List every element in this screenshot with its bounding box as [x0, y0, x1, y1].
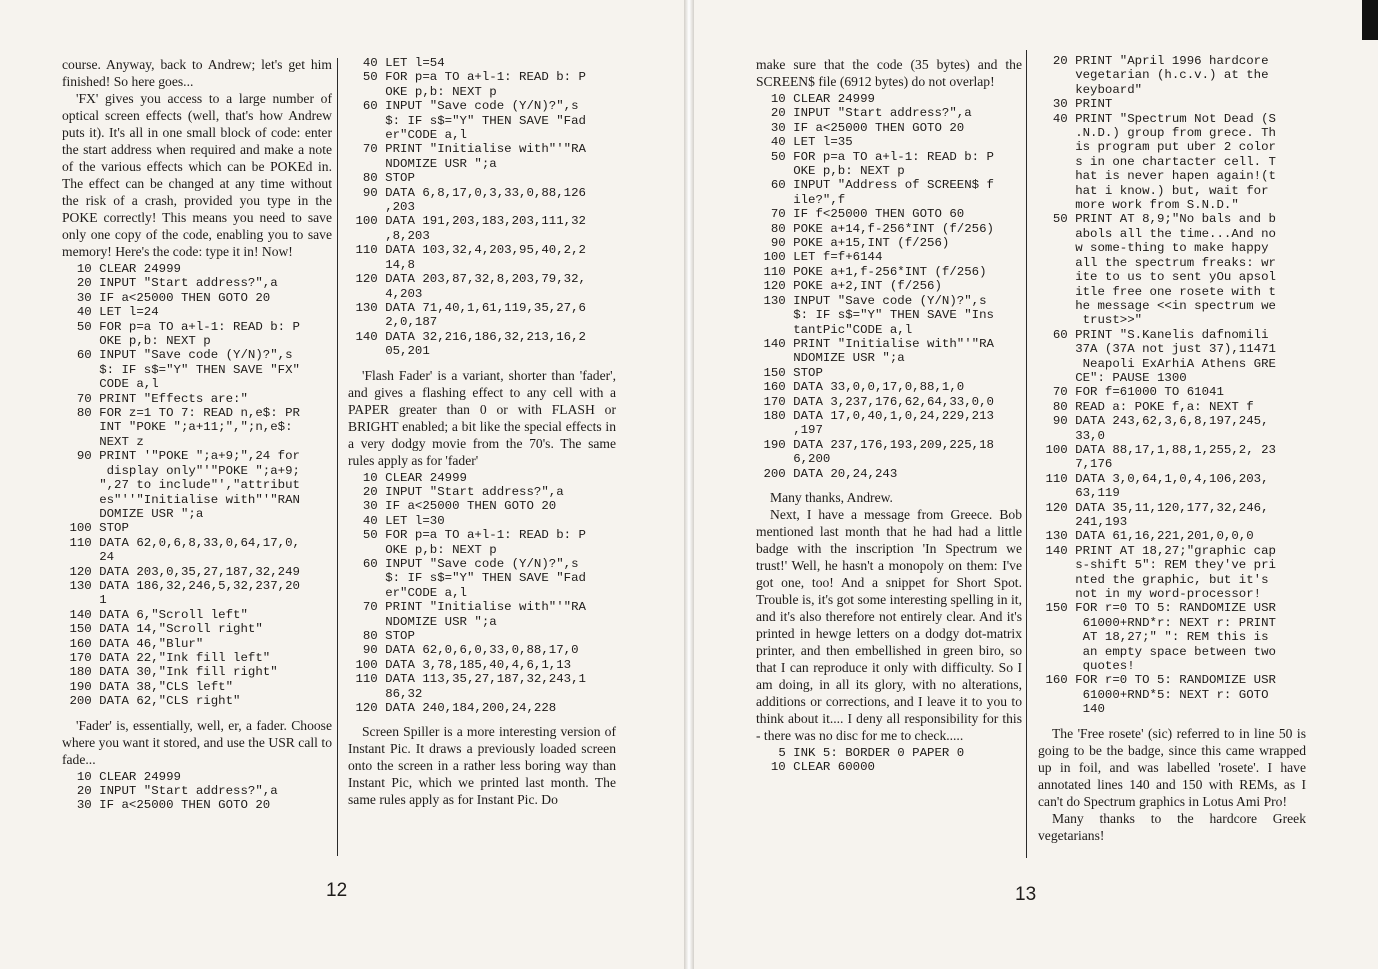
left-page-column-1 [62, 56, 332, 821]
paragraph: make sure that the code (35 bytes) and the SCREEN$ file (6912 bytes) do not overlap! [756, 57, 1022, 89]
scan-corner-mark [1362, 0, 1378, 40]
right-page [694, 0, 1378, 969]
left-page-column-2 [348, 56, 616, 808]
paragraph: course. Anyway, back to Andrew; let's get him finished! So here goes... [62, 57, 332, 89]
paragraph: Screen Spiller is a more interesting version of Instant Pic. It draws a previously loaded screen onto the screen in a rather less boring way than Instant Pic, which we printed last month. The same rules apply as for Instant Pic. Do [348, 724, 616, 808]
code-listing: 10 CLEAR 24999 20 INPUT "Start address?",a 30 IF a<25000 THEN GOTO 20 40 LET l=35 50 FOR p=a TO a+l-1: READ b: P OKE p,b: NEXT p 60 INPUT "Address of SCREEN$ f ile?",f 70 IF f<25000 THEN GOTO 60 80 POKE a+14,f-256*INT (f/256) 90 POKE a+15,INT (f/256) 100 LET f=f+6144 110 POKE a+1,f-256*INT (f/256) 120 POKE a+2,INT (f/256) 130 INPUT "Save code (Y/N)?",s $: IF s$="Y" THEN SAVE "Ins tantPic"CODE a,l 140 PRINT "Initialise with"'"RA NDOMIZE USR ";a 150 STOP 160 DATA 33,0,0,17,0,88,1,0 170 DATA 3,237,176,62,64,33,0,0 180 DATA 17,0,40,1,0,24,229,213 ,197 190 DATA 237,176,193,209,225,18 6,200 200 DATA 20,24,243 [763, 92, 994, 481]
left-page [0, 0, 684, 969]
paragraph: Next, I have a message from Greece. Bob mentioned last month that he had had a little badge with the inscription 'In Spectrum we trust!' Well, he hasn't a monopoly on them: I've got one, too! And a snippet for Short Spot. Trouble is, it's got some interesting spelling in it, and it's also therefore not entirely clear. And it's printed in hewge letters on a dodgy dot-matrix printer, and then embellished in green biro, so that I can reproduce it only with difficulty. So I am doing, in all its glory, with no alterations, additions or corrections, and I leave it to you to think about it.... I deny all responsibility for this - there was no disc for me to check..... [756, 506, 1022, 743]
paragraph: 'Flash Fader' is a variant, shorter than 'fader', and gives a flashing effect to any cell with a PAPER greater than 0 or with FLASH or BRIGHT enabled; a bit like the special effects in a very dodgy movie from the 70's. The same rules apply as for 'fader' [348, 367, 616, 468]
code-listing: 40 LET l=54 50 FOR p=a TO a+l-1: READ b: P OKE p,b: NEXT p 60 INPUT "Save code (Y/N)?",s $: IF s$="Y" THEN SAVE "Fad er"CODE a,l 70 PRINT "Initialise with"'"RA NDOMIZE USR ";a 80 STOP 90 DATA 6,8,17,0,3,33,0,88,126 ,203 100 DATA 191,203,183,203,111,32 ,8,203 110 DATA 103,32,4,203,95,40,2,2 14,8 120 DATA 203,87,32,8,203,79,32, 4,203 130 DATA 71,40,1,61,119,35,27,6 2,0,187 140 DATA 32,216,186,32,213,16,2 05,201 [355, 56, 586, 359]
code-listing: 10 CLEAR 24999 20 INPUT "Start address?",a 30 IF a<25000 THEN GOTO 20 [76, 769, 278, 813]
page-number: 13 [1015, 884, 1037, 905]
right-page-column-1 [756, 56, 1022, 783]
code-listing: 10 CLEAR 24999 20 INPUT "Start address?",a 30 IF a<25000 THEN GOTO 20 40 LET l=30 50 FOR p=a TO a+l-1: READ b: P OKE p,b: NEXT p 60 INPUT "Save code (Y/N)?",s $: IF s$="Y" THEN SAVE "Fad er"CODE a,l 70 PRINT "Initialise with"'"RA NDOMIZE USR ";a 80 STOP 90 DATA 62,0,6,0,33,0,88,17,0 100 DATA 3,78,185,40,4,6,1,13 110 DATA 113,35,27,187,32,243,1 86,32 120 DATA 240,184,200,24,228 [355, 470, 586, 716]
paragraph: Many thanks to the hardcore Greek vegetarians! [1038, 810, 1306, 843]
right-page-column-2 [1038, 54, 1306, 844]
paragraph: The 'Free rosete' (sic) referred to in line 50 is going to be the badge, since this came wrapped up in foil, and was labelled 'rosete'. I have annotated lines 140 and 150 with REMs, as I can't do Spectrum graphics in Lotus Ami Pro! [1038, 725, 1306, 809]
paragraph: 'FX' gives you access to a large number of optical screen effects (well, that's how Andrew puts it). It's all in one small block of code: enter the start address when required and make a note of the various effects which can be POKEd in. The effect can be changed at any time without the risk of a crash, provided you type in the POKE correctly! This means you need to save only one copy of the code, enabling you to save memory! Here's the code: type it in! Now! [62, 91, 332, 259]
code-listing: 10 CLEAR 24999 20 INPUT "Start address?",a 30 IF a<25000 THEN GOTO 20 40 LET l=24 50 FOR p=a TO a+l-1: READ b: P OKE p,b: NEXT p 60 INPUT "Save code (Y/N)?",s $: IF s$="Y" THEN SAVE "FX" CODE a,l 70 PRINT "Effects are:" 80 FOR z=1 TO 7: READ n,e$: PR INT "POKE ";a+11;",";n,e$: NEXT z 90 PRINT '"POKE ";a+9;",24 for display only"'"POKE ";a+9; ",27 to include"',"attribut es"''"Initialise with"'"RAN DOMIZE USR ";a 100 STOP 110 DATA 62,0,6,8,33,0,64,17,0, 24 120 DATA 203,0,35,27,187,32,249 130 DATA 186,32,246,5,32,237,20 1 140 DATA 6,"Scroll left" 150 DATA 14,"Scroll right" 160 DATA 46,"Blur" 170 DATA 22,"Ink fill left" 180 DATA 30,"Ink fill right" 190 DATA 38,"CLS left" 200 DATA 62,"CLS right" [69, 262, 300, 709]
code-listing: 20 PRINT "April 1996 hardcore vegetarian (h.c.v.) at the keyboard" 30 PRINT 40 PRINT "Spectrum Not Dead (S .N.D.) group from grece. Th is program put uber 2 color s in one chartacter cell. T hat is never hapen again!(t hat i know.) but, wait for more work from S.N.D." 50 PRINT AT 8,9;"No bals and b abols all the time...And no w some-thing to make happy all the spectrum freaks: wr ite to us to sent yOu apsol itle free one rosete with t he message <<in spectrum we trust>>" 60 PRINT "S.Kanelis dafnomili 37A (37A not just 37),11471 Neapoli ExArhiA Athens GRE CE": PAUSE 1300 70 FOR f=61000 TO 61041 80 READ a: POKE f,a: NEXT f 90 DATA 243,62,3,6,8,197,245, 33,0 100 DATA 88,17,1,88,1,255,2, 23 7,176 110 DATA 3,0,64,1,0,4,106,203, 63,119 120 DATA 35,11,120,177,32,246, 241,193 130 DATA 61,16,221,201,0,0,0 140 PRINT AT 18,27;"graphic cap s-shift 5": REM they've pri nted the graphic, but it's not in my word-processor! 150 FOR r=0 TO 5: RANDOMIZE USR 61000+RND*r: NEXT r: PRINT AT 18,27;" ": REM this is an empty space between two quotes! 160 FOR r=0 TO 5: RANDOMIZE USR 61000+RND*5: NEXT r: GOTO 140 [1045, 54, 1276, 717]
column-divider [1026, 50, 1027, 858]
paragraph: Many thanks, Andrew. [770, 489, 893, 505]
paragraph: 'Fader' is, essentially, well, er, a fader. Choose where you want it stored, and use the USR call to fade... [62, 717, 332, 767]
book-gutter [684, 0, 694, 969]
code-listing: 5 INK 5: BORDER 0 PAPER 0 10 CLEAR 60000 [770, 745, 965, 775]
column-divider [337, 58, 338, 856]
page-number: 12 [326, 880, 348, 901]
